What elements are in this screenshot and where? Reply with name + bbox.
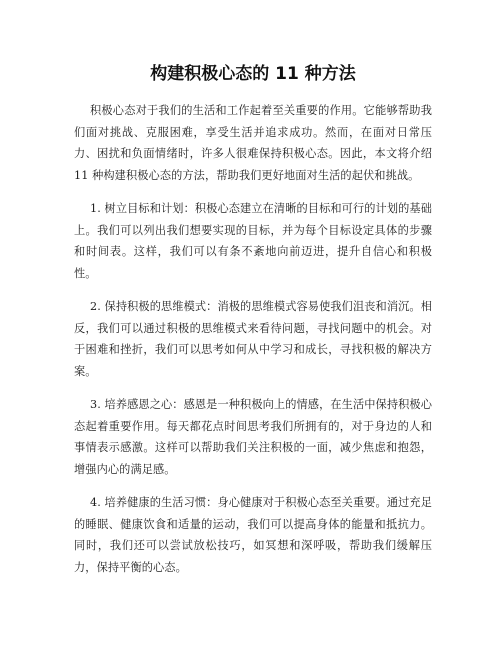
document-title: 构建积极心态的 11 种方法 (150, 64, 356, 84)
section-3-paragraph: 3. 培养感恩之心：感恩是一种积极向上的情感，在生活中保持积极心态起着重要作用。每天都花点时间思考我们所拥有的，对于身边的人和事情表示感激。这样可以帮助我们关注积极的一面，减少焦虑和抱怨，增强内心的满足感。 (74, 398, 432, 476)
section-1-paragraph: 1. 树立目标和计划：积极心态建立在清晰的目标和可行的计划的基础上。我们可以列出我们想要实现的目标，并为每个目标设定具体的步骤和时间表。这样，我们可以有条不紊地向前迈进，提升自信心和积极性。 (74, 202, 432, 280)
section-4-paragraph: 4. 培养健康的生活习惯：身心健康对于积极心态至关重要。通过充足的睡眠、健康饮食和适量的运动，我们可以提高身体的能量和抵抗力。同时，我们还可以尝试放松技巧，如冥想和深呼吸，帮助我们缓解压力，保持平衡的心态。 (74, 496, 432, 574)
intro-paragraph: 积极心态对于我们的生活和工作起着至关重要的作用。它能够帮助我们面对挑战、克服困难，享受生活并追求成功。然而，在面对日常压力、困扰和负面情绪时，许多人很难保持积极心态。因此，本文将介绍 11 种构建积极心态的方法，帮助我们更好地面对生活的起伏和挑战。 (74, 104, 432, 182)
section-2-paragraph: 2. 保持积极的思维模式：消极的思维模式容易使我们沮丧和消沉。相反，我们可以通过积极的思维模式来看待问题，寻找问题中的机会。对于困难和挫折，我们可以思考如何从中学习和成长，寻找积极的解决方案。 (74, 300, 432, 378)
